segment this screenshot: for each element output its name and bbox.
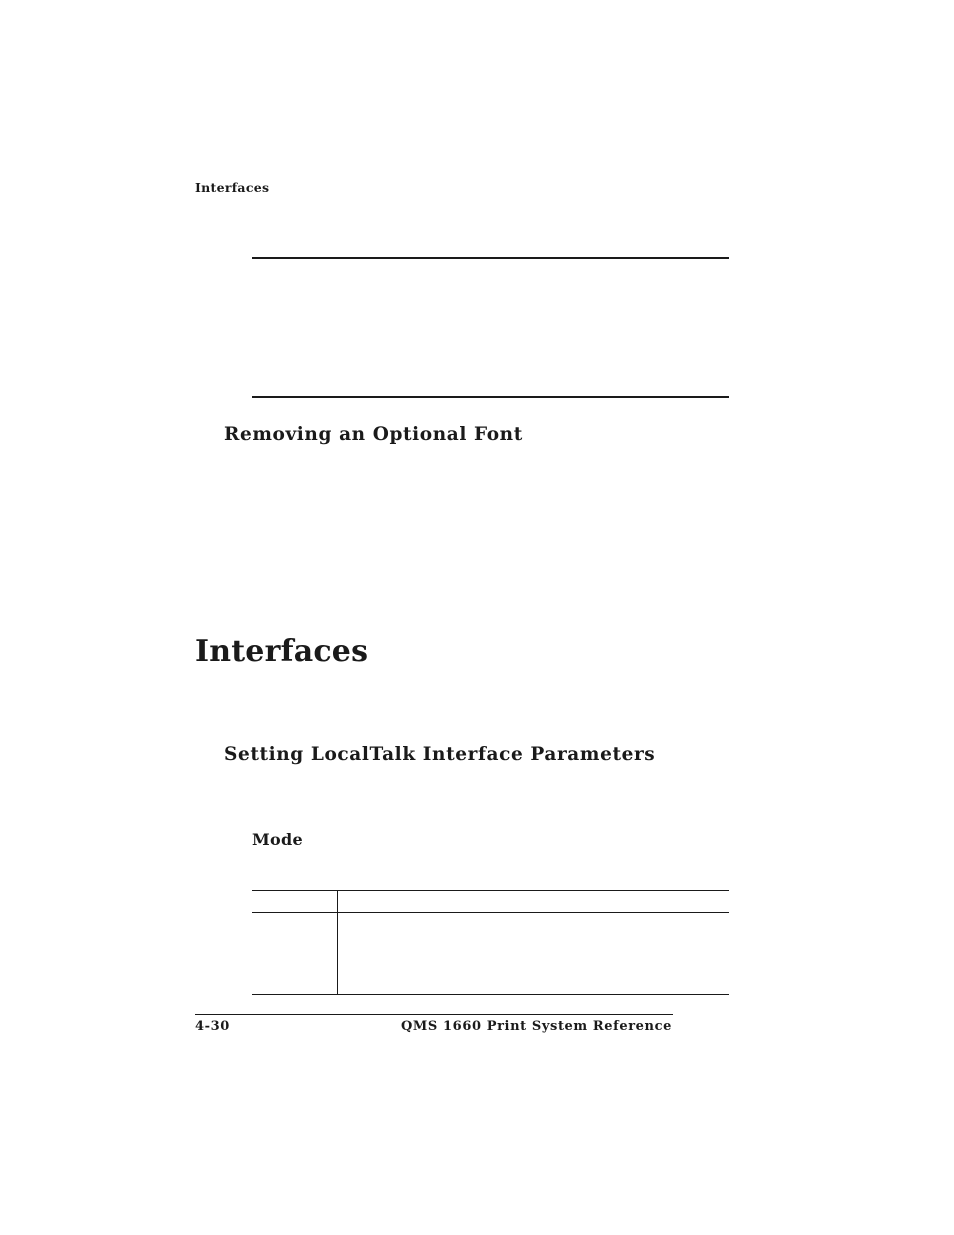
book-title: QMS 1660 Print System Reference (401, 1019, 672, 1034)
removing-font-heading: Removing an Optional Font (224, 424, 523, 445)
table-top-rule (252, 890, 729, 891)
mode-heading: Mode (252, 830, 303, 849)
running-header: Interfaces (195, 180, 270, 195)
interfaces-section-title: Interfaces (195, 634, 369, 669)
page-number: 4-30 (195, 1019, 230, 1034)
mode-table (252, 890, 729, 996)
localtalk-heading: Setting LocalTalk Interface Parameters (224, 744, 656, 765)
table-header-rule (252, 912, 729, 913)
note-bottom-rule (252, 396, 729, 398)
note-top-rule (252, 257, 729, 259)
table-bottom-rule (252, 994, 729, 995)
footer-rule (195, 1014, 673, 1015)
table-column-divider (337, 890, 338, 995)
